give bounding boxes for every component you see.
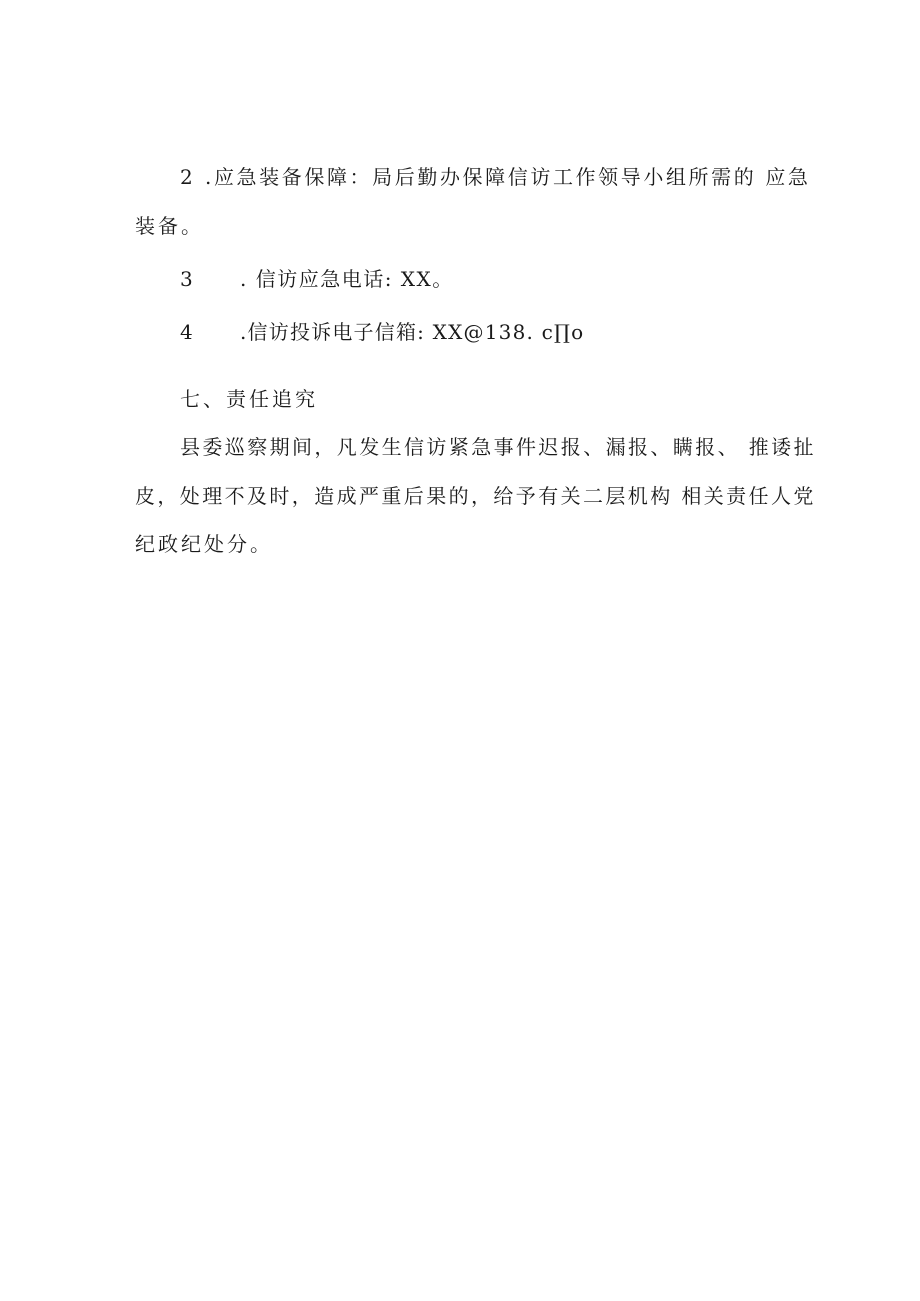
item-2-continuation: 装备。	[135, 214, 204, 238]
section-7-paragraph-line-3: 纪政纪处分。	[135, 532, 273, 556]
item-2-number: 2	[180, 165, 193, 189]
item-4-number: 4	[180, 320, 193, 344]
item-3-text: . 信访应急电话: XX。	[240, 267, 454, 291]
item-4-text: .信访投诉电子信箱: XX@138. c∏o	[240, 320, 585, 344]
section-7-paragraph-line-2: 皮，处理不及时，造成严重后果的，给予有关二层机构 相关责任人党	[135, 484, 816, 508]
item-2-text: .应急装备保障：局后勤办保障信访工作领导小组所需的 应急	[205, 165, 811, 189]
section-7-paragraph-line-1: 县委巡察期间，凡发生信访紧急事件迟报、漏报、瞒报、 推诿扯	[180, 435, 816, 459]
section-7-heading: 七、责任追究	[180, 387, 318, 411]
item-3-number: 3	[180, 267, 193, 291]
